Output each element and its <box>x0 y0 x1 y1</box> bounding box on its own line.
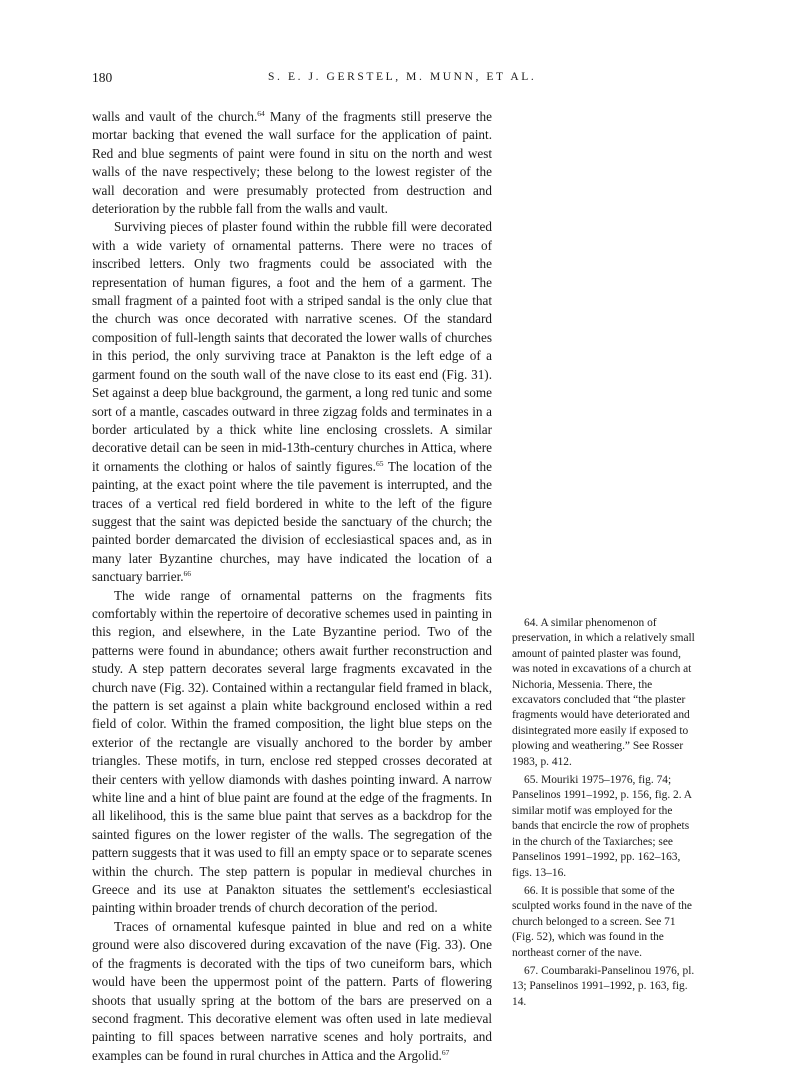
paragraph-1-text-cont: Many of the fragments still preserve the mortar backing that evened the wall surface for the application of paint. Red and blue segments of paint were found in situ on the north and west walls of the nave respectively; these belong to the lowest register of the wall decoration and were presumably protected from destruction and deterioration by the rubble fall from the walls and vault. <box>92 109 492 217</box>
footnotes-column <box>512 616 700 1013</box>
footnote-64: 64. A similar phenomenon of preservation, in which a relatively small amount of painted plaster was found, was noted in excavations of a church at Nichoria, Messenia. There, the excavators concluded that “the plaster fragments would have deteriorated and disintegrated more easily if exposed to plowing and weathering.” See Rosser 1983, p. 412. <box>512 617 695 768</box>
footnote-ref-65[interactable]: 65 <box>375 458 384 468</box>
body-paragraph-1 <box>92 108 492 218</box>
paragraph-4-text: Traces of ornamental kufesque painted in blue and red on a white ground were also discovered during excavation of the nave (Fig. 33). One of the fragments is decorated with the tips of two cuneiform bars, which would have been the uppermost point of the pattern. Parts of flowering shoots that usually spring at the bottom of the bars are preserved on a second fragment. This decorative element was often used in late medieval painting to fill spaces between narrative scenes and holy portraits, and examples can be found in rural churches in Attica and the Argolid. <box>92 918 492 1063</box>
body-paragraph-2 <box>92 218 492 586</box>
footnote-ref-66[interactable]: 66 <box>183 569 192 579</box>
footnote-66: 66. It is possible that some of the sculpted works found in the nave of the church belonged to a screen. See 71 (Fig. 52), which was found in the northeast corner of the nave. <box>512 884 692 959</box>
body-paragraph-4 <box>92 918 492 1065</box>
footnote-65: 65. Mouriki 1975–1976, fig. 74; Panselinos 1991–1992, p. 156, fig. 2. A similar motif was employed for the bands that encircle the row of prophets in the church of the Taxiarches; see Panselinos 1991–1992, pp. 162–163, figs. 13–16. <box>512 774 692 879</box>
paragraph-1-text: walls and vault of the church. <box>92 109 258 124</box>
footnote-ref-67[interactable]: 67 <box>441 1047 450 1057</box>
footnote-67: 67. Coumbaraki-Panselinou 1976, pl. 13; Panselinos 1991–1992, p. 163, fig. 14. <box>512 964 695 1008</box>
page-number: 180 <box>92 70 113 85</box>
footnote-ref-64[interactable]: 64 <box>257 109 265 118</box>
paragraph-2-text: Surviving pieces of plaster found within the rubble fill were decorated with a wide variety of ornamental patterns. There were no traces of inscribed letters. Only two fragments could be associated with the representation of human figures, a foot and the hem of a garment. The small fragment of a painted foot with a striped sandal is the only clue that the church was once decorated with narrative scenes. Of the standard composition of full-length saints that decorated the lower walls of churches in this period, the only surviving trace at Panakton is the left edge of a garment found on the south wall of the nave close to its east end (Fig. 31). Set against a deep blue background, the garment, a long red tunic and some sort of a mantle, cascades outward in three zigzag folds and terminates in a border articulated by a thick white line enclosing crosslets. A similar decorative detail can be seen in mid-13th-century churches in Attica, where it ornaments the clothing or halos of saintly figures. <box>92 219 492 474</box>
paragraph-3-text: The wide range of ornamental patterns on the fragments fits comfortably within the repertoire of decorative schemes used in painting in this region, and elsewhere, in the Late Byzantine period. Two of the patterns were found in abundance; others await further reconstruction and study. A step pattern decorates several large fragments excavated in the church nave (Fig. 32). Contained within a rectangular field framed in black, the pattern is set against a plain white background enclosed within a red field of color. Within the framed composition, the light blue steps on the exterior of the rectangle are visually anchored to the border by amber triangles. These motifs, in turn, enclose red stepped crosses decorated at their centers with yellow diamonds with dashes pointing inward. A narrow white line and a hint of blue paint are found at the edge of the fragments. In all likelihood, this is the same blue paint that serves as a backdrop for the sainted figures on the lower register of the walls. The segregation of the pattern suggests that it was used to fill an empty space or to separate scenes within the church. The step pattern is popular in medieval churches in Greece and its use at Panakton situates the settlement's ecclesiastical painting within broader trends of church decoration of the period. <box>92 587 492 916</box>
body-paragraph-3 <box>92 587 492 918</box>
running-head: S. E. J. GERSTEL, M. MUNN, ET AL. <box>268 71 537 83</box>
paragraph-2-text-cont: The location of the painting, at the exact point where the tile pavement is interrupted, and the traces of a vertical red field bordered in white to the left of the figure suggest that the saint was depicted beside the sanctuary of the church; the painted border demarcated the division of ecclesiastical spaces and, as in many later Byzantine churches, may have indicated the location of a sanctuary barrier. <box>92 458 493 585</box>
main-text-column <box>92 108 492 1065</box>
